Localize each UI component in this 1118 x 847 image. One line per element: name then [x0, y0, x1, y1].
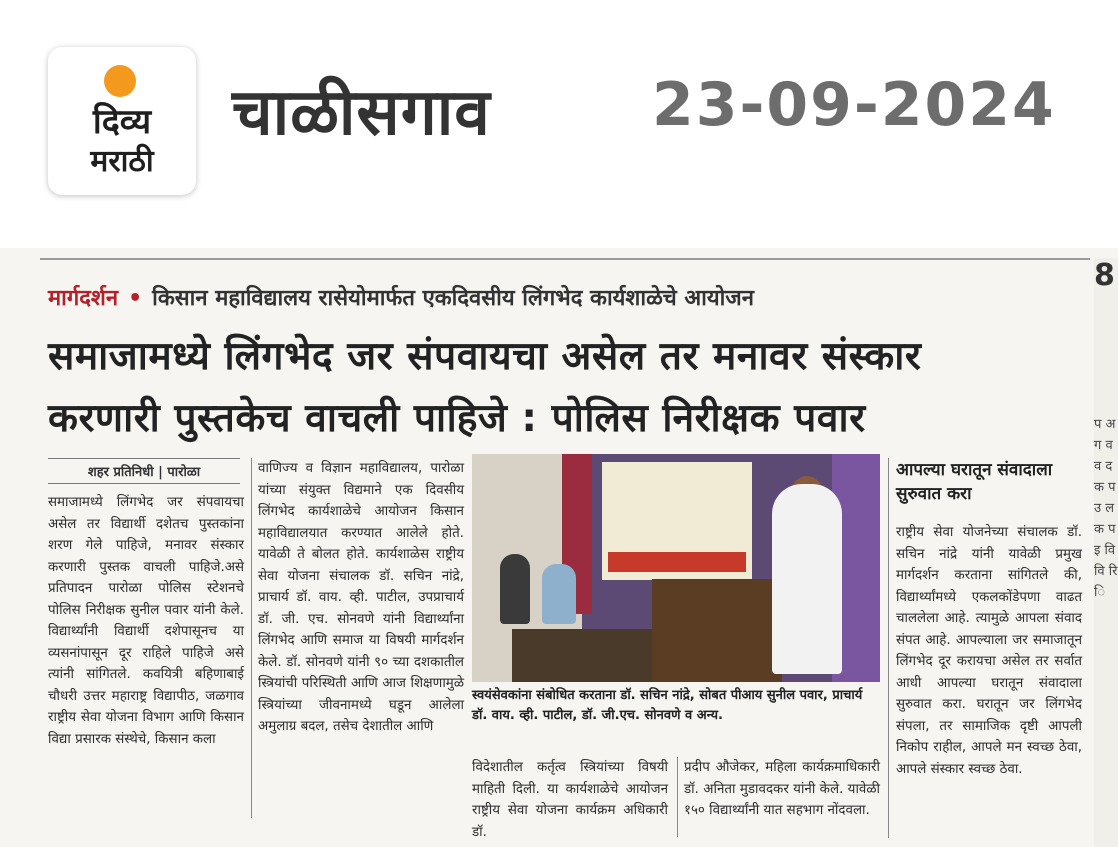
photo-podium [652, 579, 782, 682]
article-column-1: समाजामध्ये लिंगभेद जर संपवायचा असेल तर विद्यार्थी दशेतच पुस्तकांना शरण गेले पाहिजे, मनावर संस्कार करणारी पुस्तक वाचली पाहिजे.असे प्रतिपादन पारोळा पोलिस स्टेशनचे पोलिस निरीक्षक सुनील पवार यांनी केले. विद्यार्थ्यांनी विद्यार्थी दशेपासूनच या व्यसनांपासून दूर राहिले पाहिजे असे त्यांनी सांगितले. कवयित्री बहिणाबाई चौधरी उत्तर महाराष्ट्र विद्यापीठ, जळगाव राष्ट्रीय सेवा योजना विभाग आणि किसान विद्या प्रसारक संस्थेचे, किसान कला [48, 495, 244, 747]
adjacent-headline-fragment: 8 [1094, 258, 1115, 293]
logo-text-line2: मराठी [90, 144, 154, 179]
photo-caption: स्वयंसेवकांना संबोधित करताना डॉ. सचिन नांद्रे, सोबत पीआय सुनील पवार, प्राचार्य डॉ. वाय. व्ही. पाटील, डॉ. जी.एच. सोनवणे व अन्य. [472, 688, 863, 723]
logo-text-line1: दिव्य [92, 102, 152, 142]
adjacent-article-edge [1094, 258, 1118, 847]
subheading: आपल्या घरातून संवादाला सुरुवात करा [896, 460, 1053, 504]
kicker-text: किसान महाविद्यालय रासेयोमार्फत एकदिवसीय लिंगभेद कार्यशाळेचे आयोजन [152, 286, 754, 311]
article-column-5: राष्ट्रीय सेवा योजनेच्या संचालक डॉ. सचिन नांद्रे यांनी यावेळी प्रमुख मार्गदर्शन करताना सांगितले की, विद्यार्थ्यांमध्ये एकलकोंडेपणा वाढत चाललेला आहे. त्यामुळे आपला संवाद संपत आहे. आपल्याला जर समाजातून लिंगभेद दूर करायचा असेल तर सर्वात आधी आपल्या घरातून संवादाला सुरुवात करा. घरातून जर लिंगभेद संपला, तर सामाजिक दृष्टी आपली निकोप राहील, आपले मन स्वच्छ ठेवा, आपले संस्कार स्वच्छ ठेवा. [896, 525, 1082, 777]
adjacent-text-fragment: प अ ग व व द क प उ ल क प इ वि वि रि ि [1094, 417, 1118, 600]
kicker-line [48, 282, 754, 312]
event-photo [472, 454, 880, 682]
byline: शहर प्रतिनिधी | पारोळा [48, 458, 240, 484]
top-rule [40, 258, 1090, 260]
article-column-4: प्रदीप औजेकर, महिला कार्यक्रमाधिकारी डॉ. अनिता मुडावदकर यांनी केले. यावेळी १५० विद्यार्थ्यांनी यात सहभाग नोंदवला. [684, 760, 880, 818]
photo-banner [602, 462, 752, 580]
column-divider [888, 458, 889, 838]
kicker-label: मार्गदर्शन [48, 286, 119, 311]
article-column-3: विदेशातील कर्तृत्व स्त्रियांच्या विषयी माहिती दिली. या कार्यशाळेचे आयोजन राष्ट्रीय सेवा योजना कार्यक्रम अधिकारी डॉ. [472, 760, 668, 840]
article-column-2: वाणिज्य व विज्ञान महाविद्यालय, पारोळा यांच्या संयुक्त विद्यमाने एक दिवसीय लिंगभेद कार्यशाळेचे आयोजन किसान महाविद्यालयात करण्यात आलेले होते. यावेळी ते बोलत होते. कार्यशाळेस राष्ट्रीय सेवा योजना संचालक डॉ. सचिन नांद्रे, प्राचार्य डॉ. वाय. व्ही. पाटील, उपप्राचार्य डॉ. जी. एच. सोनवणे यांनी विद्यार्थ्यांना लिंगभेद आणि समाज या विषयी मार्गदर्शन केले. डॉ. सोनवणे यांनी ९० च्या दशकातील स्त्रियांची परिस्थिती आणि आज शिक्षणामुळे स्त्रियांच्या जीवनामध्ये घडून आलेला अमुलाग्र बदल, तसेच देशातील आणि [258, 461, 464, 734]
sun-icon [104, 65, 136, 97]
photo-person-police [500, 554, 530, 624]
photo-speaker [772, 484, 842, 674]
column-divider [251, 458, 252, 818]
column-divider [677, 757, 678, 837]
city-title: चाळीसगाव [232, 76, 491, 150]
banner-title-strip [608, 552, 746, 572]
headline-line-1: समाजामध्ये लिंगभेद जर संपवायचा असेल तर मनावर संस्कार [48, 334, 922, 379]
kicker-bullet: • [128, 286, 143, 311]
divya-marathi-logo [48, 47, 196, 195]
headline-line-2: करणारी पुस्तकेच वाचली पाहिजे : पोलिस निरीक्षक पवार [48, 396, 866, 441]
photo-person-guest [542, 564, 576, 624]
publication-date: 23-09-2024 [652, 70, 1056, 140]
